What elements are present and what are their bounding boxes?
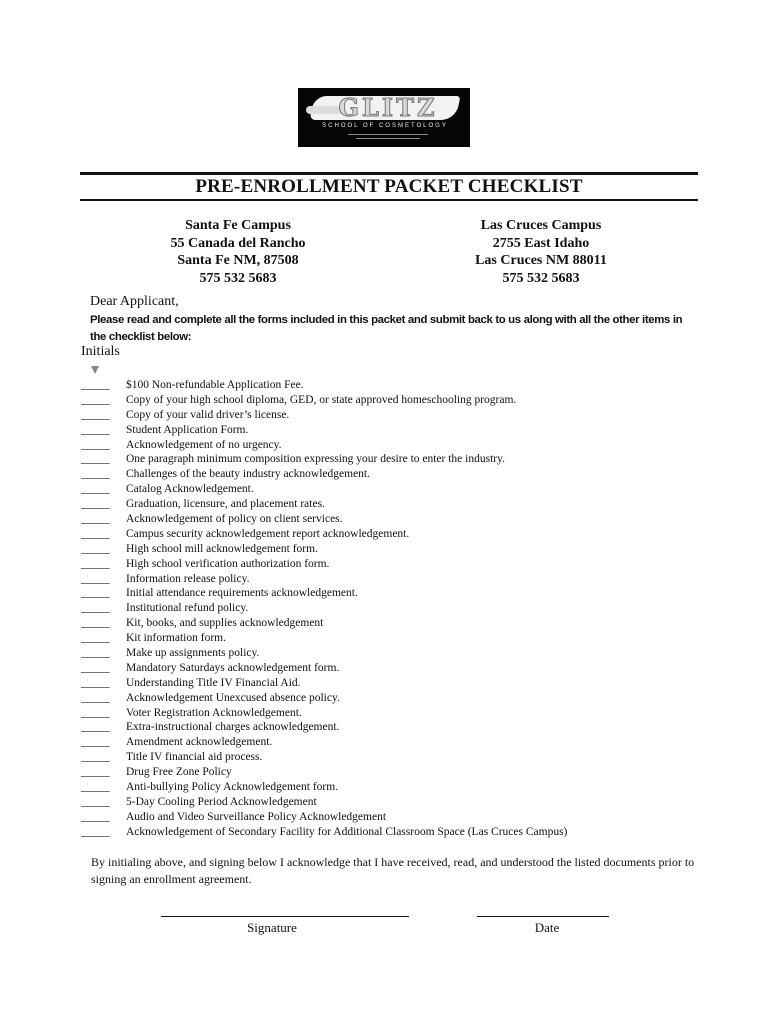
logo-name: GLITZ (338, 93, 438, 122)
checklist-item-text: Catalog Acknowledgement. (126, 483, 254, 496)
initials-blank[interactable]: _____ (81, 810, 110, 823)
checklist-item-text: Acknowledgement of no urgency. (126, 438, 282, 451)
initials-blank[interactable]: _____ (81, 438, 110, 451)
checklist-item (81, 691, 721, 706)
checklist-item (81, 408, 721, 423)
las-cruces-campus-address (421, 217, 661, 287)
checklist-item (81, 661, 721, 676)
checklist-item (81, 601, 721, 616)
checklist-item (81, 765, 721, 780)
checklist-item (81, 646, 721, 661)
checklist-item-text: Challenges of the beauty industry acknowledgement. (126, 468, 370, 481)
campus-name: Santa Fe Campus (185, 218, 291, 233)
initials-blank[interactable]: _____ (81, 736, 110, 749)
checklist-item (81, 452, 721, 467)
checklist-item (81, 512, 721, 527)
checklist-item (81, 750, 721, 765)
down-arrow-icon (91, 366, 99, 374)
checklist-item (81, 780, 721, 795)
initials-blank[interactable]: _____ (81, 766, 110, 779)
checklist-item-text: Drug Free Zone Policy (126, 766, 232, 779)
checklist-item (81, 825, 721, 840)
checklist-item-text: High school mill acknowledgement form. (126, 542, 318, 555)
campus-city: Santa Fe NM, 87508 (177, 253, 299, 268)
checklist-item (81, 393, 721, 408)
logo-tagline: SCHOOL OF COSMETOLOGY (322, 123, 448, 129)
checklist-item-text: Extra-instructional charges acknowledgement. (126, 721, 340, 734)
checklist-item (81, 527, 721, 542)
checklist-item (81, 572, 721, 587)
checklist-item-text: High school verification authorization form. (126, 557, 330, 570)
initials-blank[interactable]: _____ (81, 617, 110, 630)
campus-phone: 575 532 5683 (502, 270, 580, 286)
checklist-item (81, 735, 721, 750)
checklist-item (81, 467, 721, 482)
checklist-item-text: Campus security acknowledgement report acknowledgement. (126, 527, 410, 540)
school-logo (298, 88, 470, 147)
checklist-item-text: Make up assignments policy. (126, 647, 260, 660)
checklist-item (81, 542, 721, 557)
date-label: Date (534, 920, 560, 935)
checklist-item-text: Audio and Video Surveillance Policy Acknowledgement (126, 810, 387, 823)
checklist-item-text: Kit information form. (126, 632, 226, 645)
checklist-item (81, 676, 721, 691)
initials-blank[interactable]: _____ (81, 468, 110, 481)
checklist-item (81, 438, 721, 453)
checklist-item (81, 616, 721, 631)
checklist-item-text: Institutional refund policy. (126, 602, 249, 615)
checklist-item-text: 5-Day Cooling Period Acknowledgement (126, 795, 317, 808)
checklist-item (81, 557, 721, 572)
greeting: Dear Applicant, (90, 294, 179, 309)
initials-blank[interactable]: _____ (81, 423, 110, 436)
initials-blank[interactable]: _____ (81, 781, 110, 794)
initials-blank[interactable]: _____ (81, 483, 110, 496)
campus-name: Las Cruces Campus (480, 218, 602, 233)
checklist-item-text: Anti-bullying Policy Acknowledgement form. (126, 781, 339, 794)
initials-blank[interactable]: _____ (81, 572, 110, 585)
initials-blank[interactable]: _____ (81, 661, 110, 674)
checklist-item-text: Title IV financial aid process. (126, 751, 263, 764)
initials-blank[interactable]: _____ (81, 379, 110, 391)
initials-label: Initials (81, 344, 120, 359)
initials-blank[interactable]: _____ (81, 498, 110, 511)
checklist-item-text: Amendment acknowledgement. (126, 736, 273, 749)
checklist-item (81, 482, 721, 497)
checklist-item-text: Kit, books, and supplies acknowledgement (126, 617, 324, 630)
title-rule-bottom (80, 199, 698, 201)
campus-phone: 575 532 5683 (199, 270, 277, 286)
checklist-item-text: Acknowledgement Unexcused absence policy. (126, 691, 340, 704)
checklist-item (81, 586, 721, 601)
initials-blank[interactable]: _____ (81, 408, 110, 421)
checklist-item-text: Initial attendance requirements acknowledgement. (126, 587, 358, 600)
acknowledgement-statement: By initialing above, and signing below I acknowledge that I have received, read, and understood the listed documents prior to signing an enrollment agreement. (91, 855, 695, 886)
title-rule-top (80, 172, 698, 175)
campus-street: 55 Canada del Rancho (170, 235, 306, 251)
initials-blank[interactable]: _____ (81, 587, 110, 600)
initials-blank[interactable]: _____ (81, 706, 110, 719)
initials-blank[interactable]: _____ (81, 453, 110, 466)
checklist-item (81, 631, 721, 646)
checklist (81, 378, 721, 840)
campus-street: 2755 East Idaho (492, 235, 590, 251)
page-title: PRE-ENROLLMENT PACKET CHECKLIST (195, 176, 583, 197)
checklist-item (81, 378, 721, 393)
initials-blank[interactable]: _____ (81, 721, 110, 734)
initials-blank[interactable]: _____ (81, 751, 110, 764)
checklist-item-text: Student Application Form. (126, 423, 249, 436)
checklist-item-text: Copy of your valid driver’s license. (126, 408, 290, 421)
logo-fine-print-line (348, 134, 428, 135)
initials-blank[interactable]: _____ (81, 632, 110, 645)
checklist-item-text: Information release policy. (126, 572, 250, 585)
checklist-item-text: $100 Non-refundable Application Fee. (126, 379, 304, 391)
checklist-item (81, 795, 721, 810)
checklist-item-text: Copy of your high school diploma, GED, or state approved homeschooling program. (126, 393, 517, 406)
santa-fe-campus-address (118, 217, 358, 287)
checklist-item-text: Acknowledgement of Secondary Facility for Additional Classroom Space (Las Cruces Campus) (126, 825, 568, 838)
initials-blank[interactable]: _____ (81, 602, 110, 615)
initials-blank[interactable]: _____ (81, 691, 110, 704)
signature-label: Signature (247, 920, 297, 935)
signature-line[interactable] (161, 916, 409, 917)
checklist-item (81, 706, 721, 721)
initials-blank[interactable]: _____ (81, 527, 110, 540)
checklist-item (81, 423, 721, 438)
initials-blank[interactable]: _____ (81, 393, 110, 406)
initials-blank[interactable]: _____ (81, 557, 110, 570)
initials-blank[interactable]: _____ (81, 513, 110, 526)
instructions: Please read and complete all the forms included in this packet and submit back to us along with all the other items in the checklist below: (90, 314, 683, 343)
checklist-item-text: Understanding Title IV Financial Aid. (126, 676, 301, 689)
checklist-item-text: Voter Registration Acknowledgement. (126, 706, 302, 719)
checklist-item-text: Graduation, licensure, and placement rates. (126, 498, 325, 511)
checklist-item-text: Mandatory Saturdays acknowledgement form. (126, 661, 340, 674)
initials-blank[interactable]: _____ (81, 647, 110, 660)
initials-blank[interactable]: _____ (81, 825, 110, 838)
initials-blank[interactable]: _____ (81, 542, 110, 555)
checklist-item (81, 497, 721, 512)
checklist-item-text: One paragraph minimum composition expressing your desire to enter the industry. (126, 453, 505, 466)
checklist-item (81, 810, 721, 825)
campus-city: Las Cruces NM 88011 (475, 253, 607, 268)
checklist-item (81, 720, 721, 735)
initials-blank[interactable]: _____ (81, 795, 110, 808)
date-line[interactable] (477, 916, 609, 917)
logo-fine-print-line (356, 138, 420, 139)
checklist-item-text: Acknowledgement of policy on client services. (126, 513, 343, 526)
initials-blank[interactable]: _____ (81, 676, 110, 689)
